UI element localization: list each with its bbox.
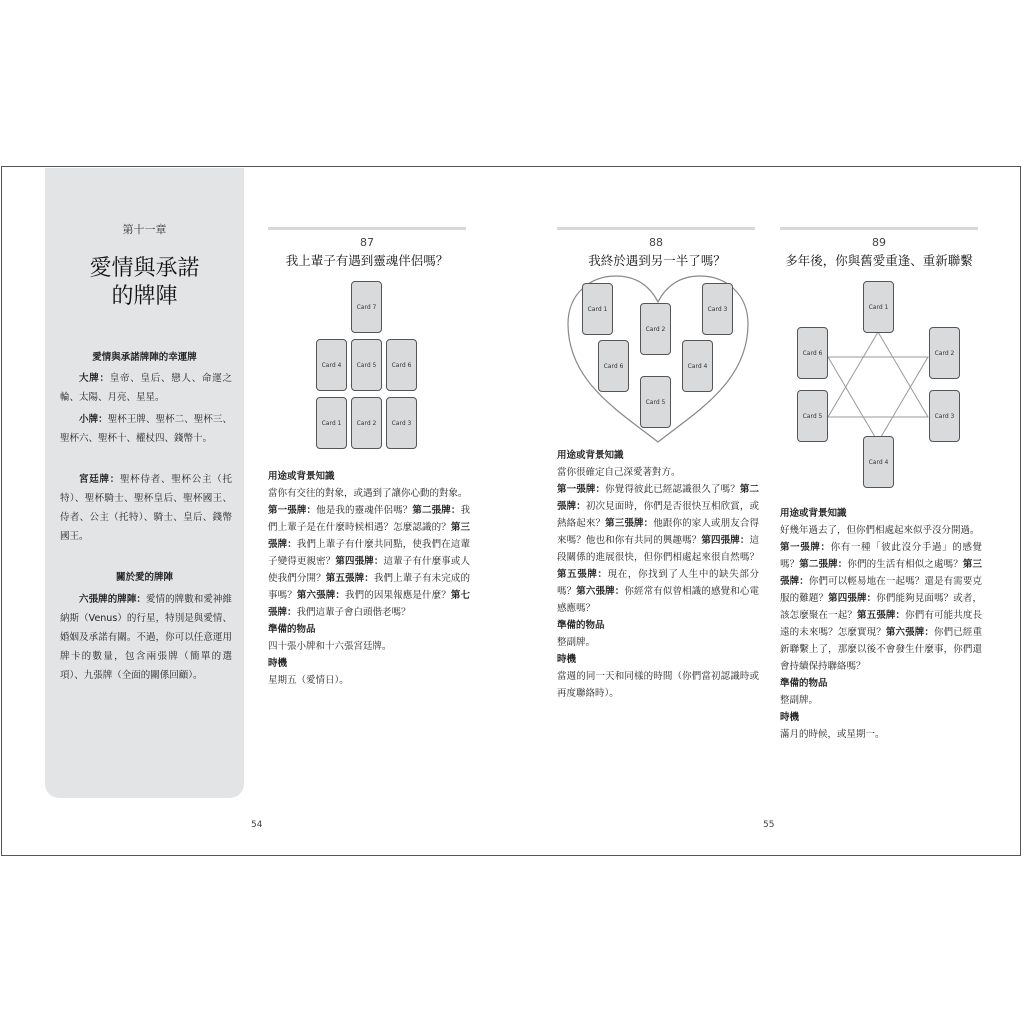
spread88-c4-label: 第四張牌：: [701, 535, 750, 546]
spread87-timing-heading: 時機: [268, 658, 288, 669]
spread88-card-1: Card 1: [582, 283, 613, 335]
spread88-rule: [557, 227, 755, 230]
spread87-c4-label: 第四張牌：: [335, 556, 384, 567]
spread88-title: 我終於遇到另一半了嗎？: [588, 253, 726, 268]
spread89-card-3: Card 3: [929, 390, 960, 442]
spread89-c4-label: 第四張牌：: [828, 593, 877, 604]
spread87-card-6: Card 6: [386, 339, 417, 391]
spread88-c2-label: 第二張牌：: [557, 484, 759, 512]
spread89-c2-label: 第二張牌：: [799, 559, 848, 570]
about-love-heading: 關於愛的牌陣: [115, 572, 173, 583]
page-number-right: 55: [763, 820, 775, 830]
six-card-text: 愛情的牌數和愛神維納斯（Venus）的行星，特別是與愛情、婚姻及承諾有關。不過，你可以任意運用牌卡的數量，包含兩張牌（簡單的選項）、九張牌（全面的關係回顧）。: [60, 594, 232, 681]
court-label: 宮廷牌：: [79, 474, 120, 485]
spread89-c3-label: 第三張牌：: [780, 559, 982, 587]
spread89-c1-label: 第一張牌：: [780, 542, 831, 553]
spread89-card-2: Card 2: [929, 327, 960, 379]
spread88-c3-label: 第三張牌：: [605, 518, 654, 529]
spread89-c5-label: 第五張牌：: [856, 610, 906, 621]
spread87-prep-text: 四十張小牌和十六張宮廷牌。: [268, 641, 392, 652]
lucky-cards-heading: 愛情與承諾牌陣的幸運牌: [92, 352, 197, 363]
six-card-paragraph: [60, 590, 232, 685]
spread87-c3-label: 第三張牌：: [268, 522, 470, 550]
spread87-c1-text: 他是我的靈魂伴侶嗎？: [316, 505, 413, 516]
chapter-label: 第十一章: [122, 223, 167, 236]
spread87-c5-text: 我們上輩子有未完成的事嗎？: [268, 573, 470, 601]
spread89-timing-heading: 時機: [780, 712, 800, 723]
spread88-card-5: Card 5: [640, 376, 671, 428]
chapter-title-line2: 的牌陣: [111, 284, 178, 309]
page-number-left: 54: [251, 820, 263, 830]
spread88-c5-label: 第五張牌：: [557, 569, 608, 580]
minor-label: 小牌：: [79, 414, 108, 425]
spread87-body: [268, 468, 470, 689]
spread87-card-4: Card 4: [316, 339, 347, 391]
major-arcana-paragraph: [60, 369, 232, 407]
spread87-c6-text: 我們的因果報應是什麼？: [345, 590, 451, 601]
court-cards-paragraph: [60, 470, 232, 546]
major-label: 大牌：: [79, 373, 110, 384]
spread87-card-7: Card 7: [351, 281, 382, 333]
spread88-card-2: Card 2: [640, 303, 671, 355]
chapter-title-line1: 愛情與承諾: [89, 256, 200, 281]
spread89-card-5: Card 5: [797, 390, 828, 442]
spread89-prep-heading: 準備的物品: [780, 678, 828, 689]
spread88-prep-heading: 準備的物品: [557, 620, 605, 631]
minor-text: 聖杯王牌、聖杯二、聖杯三、聖杯六、聖杯十、權杖四、錢幣十。: [60, 414, 232, 444]
spread88-c6-text: 你經常有似曾相識的感覺和心電感應嗎？: [557, 586, 759, 614]
spread89-c5-text: 你們有可能共度長遠的未來嗎？怎麼實現？: [780, 610, 982, 638]
spread88-card-3: Card 3: [702, 283, 733, 335]
spread87-c1-label: 第一張牌：: [268, 505, 317, 516]
spread89-timing-text: 滿月的時候，或星期一。: [780, 729, 885, 740]
spread87-c3-text: 我們上輩子有什麼共同點，使我們在這輩子變得更親密？: [268, 539, 470, 567]
spread89-card-4: Card 4: [863, 436, 894, 488]
spread89-card-1: Card 1: [863, 281, 894, 333]
spread87-c7-label: 第七張牌：: [268, 590, 470, 618]
spread89-c6-text: 你們已經重新聯繫上了，那麼以後不會發生什麼事，你們還會持續保持聯絡嗎？: [780, 627, 982, 672]
major-text: 皇帝、皇后、戀人、命運之輪、太陽、月亮、星星。: [60, 373, 232, 403]
spread87-c6-label: 第六張牌：: [296, 590, 345, 601]
spread89-card-6: Card 6: [797, 327, 828, 379]
spread88-usage-intro: 當你很確定自己深愛著對方。: [557, 467, 681, 478]
spread88-c2-text: 初次見面時，你們是否很快互相欣賞，或熱絡起來？: [557, 501, 759, 529]
spread88-body: [557, 447, 759, 702]
spread89-c4-text: 你們能夠見面嗎？或者，該怎麼聚在一起？: [780, 593, 982, 621]
spread88-c4-text: 這段關係的進展很快，但你們相處起來很自然嗎？: [557, 535, 759, 563]
spread88-c6-label: 第六張牌：: [576, 586, 625, 597]
spread89-c1-text: 你有一種「彼此沒分手過」的感覺嗎？: [780, 542, 982, 570]
spread87-usage-heading: 用途或背景知識: [268, 471, 335, 482]
spread89-prep-text: 整副牌。: [780, 695, 819, 706]
spread88-c1-text: 你覺得彼此已經認識很久了嗎？: [605, 484, 740, 495]
spread89-c3-text: 你們可以輕易地在一起嗎？還是有需要克服的難題？: [780, 576, 982, 604]
spread88-timing-text: 當週的同一天和同樣的時間（你們當初認識時或再度聯絡時）。: [557, 671, 759, 699]
spread89-title: 多年後，你與舊愛重逢、重新聯繫: [785, 253, 973, 268]
spread89-usage-intro: 好幾年過去了，但你們相處起來似乎沒分開過。: [780, 525, 980, 536]
six-card-label: 六張牌的牌陣：: [79, 594, 146, 605]
spread87-rule: [268, 227, 466, 230]
spread87-c2-label: 第二張牌：: [412, 505, 461, 516]
spread87-number: 87: [360, 236, 374, 249]
spread87-timing-text: 星期五（愛情日）。: [268, 675, 349, 686]
spread89-body: [780, 505, 982, 743]
spread88-card-6: Card 6: [598, 340, 629, 392]
minor-arcana-paragraph: [60, 410, 232, 448]
spread87-c7-text: 我們這輩子會白頭偕老嗎？: [296, 607, 411, 618]
spread87-c4-text: 這輩子有什麼事或人使我們分開？: [268, 556, 470, 584]
spread88-c3-text: 他跟你的家人或朋友合得來嗎？他也和你有共同的興趣嗎？: [557, 518, 759, 546]
spread88-prep-text: 整副牌。: [557, 637, 596, 648]
spread89-c2-text: 你們的生活有相似之處嗎？: [847, 559, 963, 570]
spread88-card-4: Card 4: [682, 340, 713, 392]
spread87-c5-label: 第五張牌：: [325, 573, 374, 584]
spread88-usage-heading: 用途或背景知識: [557, 450, 624, 461]
spread89-rule: [780, 227, 978, 230]
spread87-title: 我上輩子有遇到靈魂伴侶嗎？: [285, 253, 449, 268]
chapter-title: [45, 255, 244, 311]
spread87-card-2: Card 2: [351, 397, 382, 449]
spread87-card-3: Card 3: [386, 397, 417, 449]
spread89-usage-heading: 用途或背景知識: [780, 508, 847, 519]
spread87-c2-text: 我們上輩子是在什麼時候相遇？怎麼認識的？: [268, 505, 470, 533]
spread87-prep-heading: 準備的物品: [268, 624, 316, 635]
court-text: 聖杯侍者、聖杯公主（托特）、聖杯騎士、聖杯皇后、聖杯國王、侍者、公主（托特）、騎士、皇后、錢幣國王。: [60, 474, 232, 542]
spread87-card-1: Card 1: [316, 397, 347, 449]
spread89-c6-label: 第六張牌：: [885, 627, 934, 638]
spread89-number: 89: [872, 236, 886, 249]
spread87-usage-intro: 當你有交往的對象，或遇到了讓你心動的對象。: [268, 488, 468, 499]
spread88-c1-label: 第一張牌：: [557, 484, 606, 495]
spread88-c5-text: 現在，你找到了人生中的缺失部分嗎？: [557, 569, 759, 597]
spread88-number: 88: [649, 236, 663, 249]
spread88-timing-heading: 時機: [557, 654, 577, 665]
spread87-card-5: Card 5: [351, 339, 382, 391]
